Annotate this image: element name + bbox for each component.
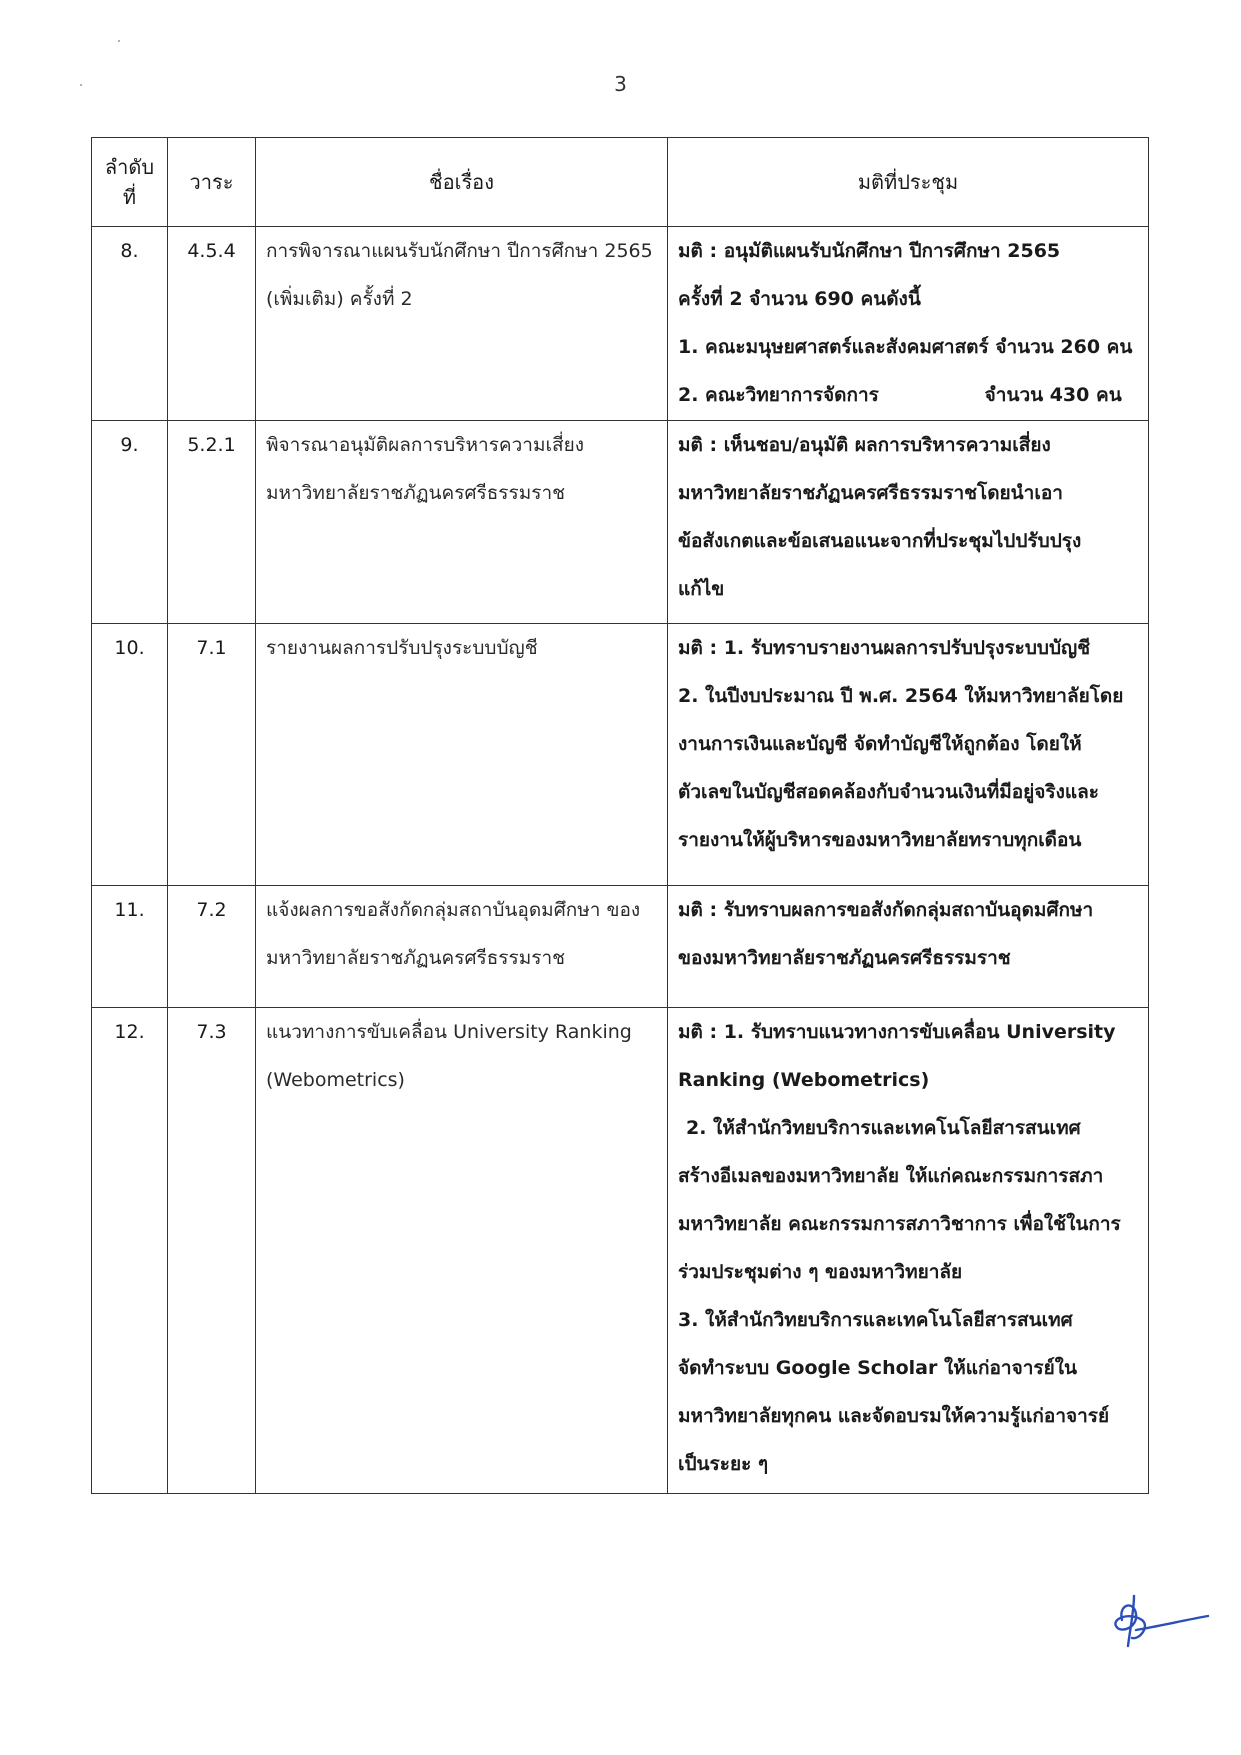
scan-speck <box>118 40 120 42</box>
resolution-line: มหาวิทยาลัยราชภัฏนครศรีธรรมราชโดยนำเอา <box>678 482 1063 504</box>
resolution-line: มติ : เห็นชอบ/อนุมัติ ผลการบริหารความเสี่ยง <box>678 434 1051 456</box>
resolution-line: เป็นระยะ ๆ <box>678 1453 769 1475</box>
row-number: 10. <box>92 624 168 886</box>
resolution-line: ตัวเลขในบัญชีสอดคล้องกับจำนวนเงินที่มีอยู่จริงและ <box>678 781 1100 803</box>
row-agenda: 7.3 <box>168 1008 256 1494</box>
resolution-line: แก้ไข <box>678 578 725 600</box>
row-topic: แนวทางการขับเคลื่อน University Ranking (Webometrics) <box>256 1008 668 1494</box>
minutes-table <box>91 137 1149 1494</box>
row-topic: รายงานผลการปรับปรุงระบบบัญชี <box>256 624 668 886</box>
row-resolution <box>668 624 1149 886</box>
row-number: 11. <box>92 886 168 1008</box>
signature-mark <box>1090 1590 1210 1650</box>
row-agenda: 5.2.1 <box>168 421 256 624</box>
resolution-line: มหาวิทยาลัย คณะกรรมการสภาวิชาการ เพื่อใช้ในการ <box>678 1213 1121 1235</box>
row-topic: แจ้งผลการขอสังกัดกลุ่มสถาบันอุดมศึกษา ของมหาวิทยาลัยราชภัฏนครศรีธรรมราช <box>256 886 668 1008</box>
table-header-row <box>92 138 1149 227</box>
resolution-line: ของมหาวิทยาลัยราชภัฏนครศรีธรรมราช <box>678 947 1011 969</box>
header-agenda: วาระ <box>168 138 256 227</box>
table-row <box>92 1008 1149 1494</box>
resolution-line: ครั้งที่ 2 จำนวน 690 คนดังนี้ <box>678 288 921 310</box>
table-row <box>92 227 1149 421</box>
table-row <box>92 421 1149 624</box>
header-topic: ชื่อเรื่อง <box>256 138 668 227</box>
row-agenda: 7.2 <box>168 886 256 1008</box>
header-order <box>92 138 168 227</box>
row-number: 9. <box>92 421 168 624</box>
resolution-line: 2. ให้สำนักวิทยบริการและเทคโนโลยีสารสนเทศ <box>686 1117 1081 1139</box>
row-topic: การพิจารณาแผนรับนักศึกษา ปีการศึกษา 2565 (เพิ่มเติม) ครั้งที่ 2 <box>256 227 668 421</box>
row-agenda: 7.1 <box>168 624 256 886</box>
resolution-line: มติ : รับทราบผลการขอสังกัดกลุ่มสถาบันอุดมศึกษา <box>678 899 1094 921</box>
row-resolution <box>668 886 1149 1008</box>
row-resolution <box>668 227 1149 421</box>
header-order-line2: ที่ <box>122 185 137 209</box>
row-agenda: 4.5.4 <box>168 227 256 421</box>
table-row <box>92 624 1149 886</box>
resolution-line: ข้อสังเกตและข้อเสนอแนะจากที่ประชุมไปปรับปรุง <box>678 530 1082 552</box>
resolution-line: งานการเงินและบัญชี จัดทำบัญชีให้ถูกต้อง โดยให้ <box>678 733 1082 755</box>
row-resolution <box>668 421 1149 624</box>
resolution-line: มติ : 1. รับทราบรายงานผลการปรับปรุงระบบบัญชี <box>678 637 1091 659</box>
resolution-line: 1. คณะมนุษยศาสตร์และสังคมศาสตร์ จำนวน 260 คน <box>678 336 1133 358</box>
row-number: 8. <box>92 227 168 421</box>
resolution-line: จัดทำระบบ Google Scholar ให้แก่อาจารย์ใน <box>678 1357 1078 1379</box>
resolution-line: มหาวิทยาลัยทุกคน และจัดอบรมให้ความรู้แก่อาจารย์ <box>678 1405 1110 1427</box>
resolution-line: ร่วมประชุมต่าง ๆ ของมหาวิทยาลัย <box>678 1261 963 1283</box>
resolution-line: มติ : 1. รับทราบแนวทางการขับเคลื่อน University <box>678 1021 1116 1043</box>
row-number: 12. <box>92 1008 168 1494</box>
resolution-line: Ranking (Webometrics) <box>678 1069 930 1091</box>
resolution-line: รายงานให้ผู้บริหารของมหาวิทยาลัยทราบทุกเดือน <box>678 829 1082 851</box>
resolution-line: 3. ให้สำนักวิทยบริการและเทคโนโลยีสารสนเทศ <box>678 1309 1073 1331</box>
header-order-line1: ลำดับ <box>104 155 155 179</box>
page-number: 3 <box>614 72 627 96</box>
resolution-line: 2. คณะวิทยาการจัดการ จำนวน 430 คน <box>678 384 1122 406</box>
row-resolution <box>668 1008 1149 1494</box>
resolution-line: สร้างอีเมลของมหาวิทยาลัย ให้แก่คณะกรรมการสภา <box>678 1165 1104 1187</box>
resolution-line: มติ : อนุมัติแผนรับนักศึกษา ปีการศึกษา 2565 <box>678 240 1061 262</box>
header-resolution: มติที่ประชุม <box>668 138 1149 227</box>
table-row <box>92 886 1149 1008</box>
row-topic: พิจารณาอนุมัติผลการบริหารความเสี่ยง มหาวิทยาลัยราชภัฏนครศรีธรรมราช <box>256 421 668 624</box>
resolution-line: 2. ในปีงบประมาณ ปี พ.ศ. 2564 ให้มหาวิทยาลัยโดย <box>678 685 1124 707</box>
